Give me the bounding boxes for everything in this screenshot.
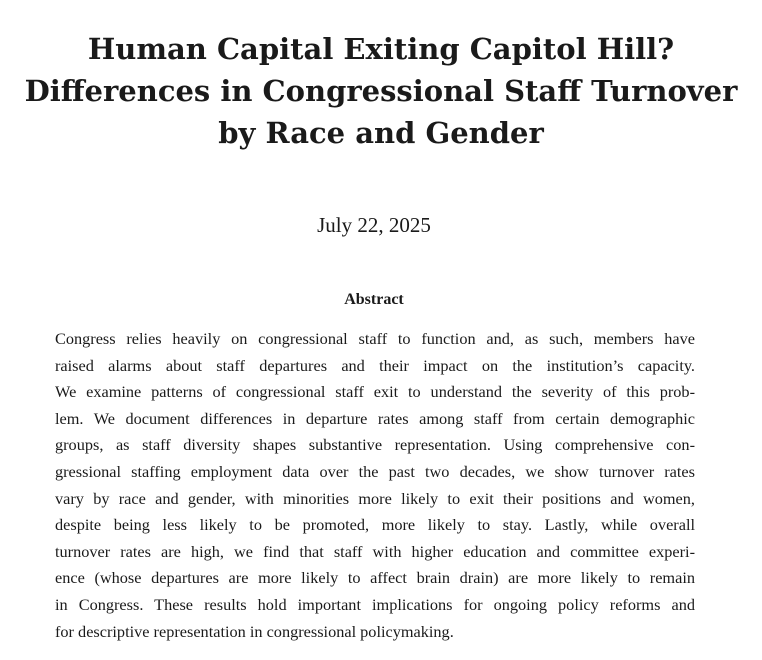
paper-title [0, 28, 762, 154]
abstract-line: vary by race and gender, with minorities more likely to exit their positions and women, [55, 488, 695, 508]
abstract-line: ence (whose departures are more likely to affect brain drain) are more likely to remain [55, 568, 695, 588]
title-line-1: Human Capital Exiting Capitol Hill? [87, 32, 675, 66]
abstract-line: turnover rates are high, we find that staff with higher education and committee experi- [55, 541, 695, 561]
abstract-line: despite being less likely to be promoted, more likely to stay. Lastly, while overall [55, 515, 695, 535]
abstract-heading: Abstract [344, 291, 404, 308]
abstract-line: groups, as staff diversity shapes substantive representation. Using comprehensive con- [55, 435, 695, 455]
abstract-line: for descriptive representation in congressional policymaking. [55, 621, 454, 641]
abstract-body [55, 326, 695, 645]
publication-date: July 22, 2025 [317, 213, 431, 237]
abstract-line: gressional staffing employment data over the past two decades, we show turnover rates [55, 461, 695, 481]
title-line-2: Differences in Congressional Staff Turnover [24, 74, 738, 108]
title-line-3: by Race and Gender [218, 116, 544, 150]
abstract-line: raised alarms about staff departures and their impact on the institution’s capacity. [55, 355, 695, 375]
abstract-line: in Congress. These results hold important implications for ongoing policy reforms and [55, 594, 695, 614]
abstract-line: Congress relies heavily on congressional staff to function and, as such, members have [55, 329, 695, 348]
abstract-line: lem. We document differences in departure rates among staff from certain demographic [55, 408, 695, 428]
abstract-line: We examine patterns of congressional staff exit to understand the severity of this prob- [55, 382, 695, 402]
